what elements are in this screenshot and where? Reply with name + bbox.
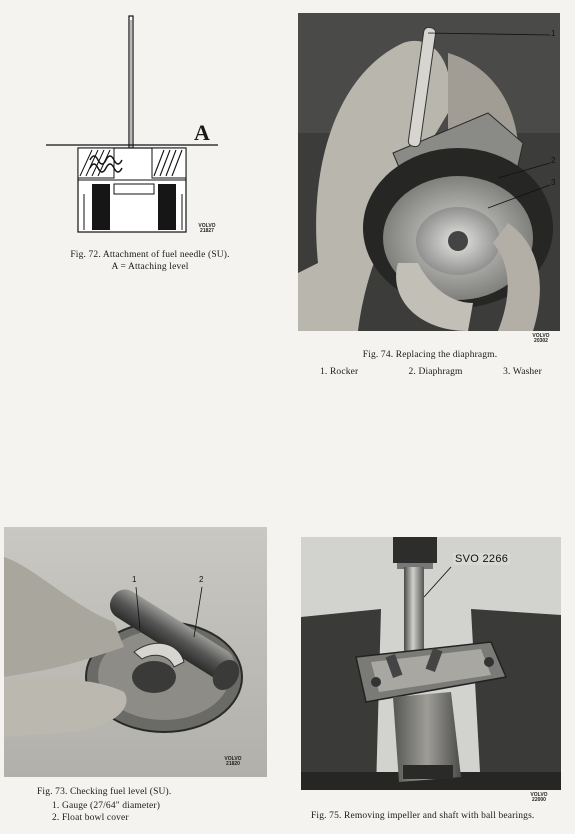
fig75-tool-label: SVO 2266 — [455, 553, 509, 565]
fig74-item-1: 1. Rocker — [320, 367, 359, 377]
fig72-caption-line1: Fig. 72. Attachment of fuel needle (SU). — [70, 250, 230, 260]
fig73-items — [52, 800, 160, 824]
fig74-item-2: 2. Diaphragm — [408, 367, 463, 377]
fig72-volvo-code: VOLVO 21827 — [198, 223, 216, 234]
fig74-caption: Fig. 74. Replacing the diaphragm. — [362, 350, 498, 360]
fig73-item-2: 2. Float bowl cover — [52, 813, 129, 823]
fig74-item-3: 3. Washer — [503, 367, 542, 377]
fig74-callout-3: 3 — [551, 178, 556, 187]
fig73-photo — [4, 527, 267, 777]
fig73-callout-2: 2 — [199, 575, 204, 584]
fig74-callout-2: 2 — [551, 156, 556, 165]
fig72-label-a: A — [194, 120, 210, 145]
fig74-photo — [298, 13, 560, 331]
fig72-drawing — [40, 12, 230, 237]
fig73-volvo-code: VOLVO 21820 — [224, 756, 242, 767]
fig75-volvo-code: VOLVO 22000 — [530, 792, 548, 803]
fig75-caption: Fig. 75. Removing impeller and shaft with ball bearings. — [311, 811, 535, 821]
fig73-callout-1: 1 — [132, 575, 137, 584]
fig73-item-1: 1. Gauge (27/64" diameter) — [52, 801, 161, 811]
fig74-callout-1: 1 — [551, 29, 556, 38]
fig72-caption — [30, 249, 270, 273]
fig74-volvo-code: VOLVO 20302 — [532, 333, 550, 344]
fig74-items — [320, 366, 560, 378]
fig73-caption: Fig. 73. Checking fuel level (SU). — [37, 787, 172, 797]
fig75-photo — [301, 537, 561, 790]
fig72-caption-line2: A = Attaching level — [111, 262, 189, 272]
